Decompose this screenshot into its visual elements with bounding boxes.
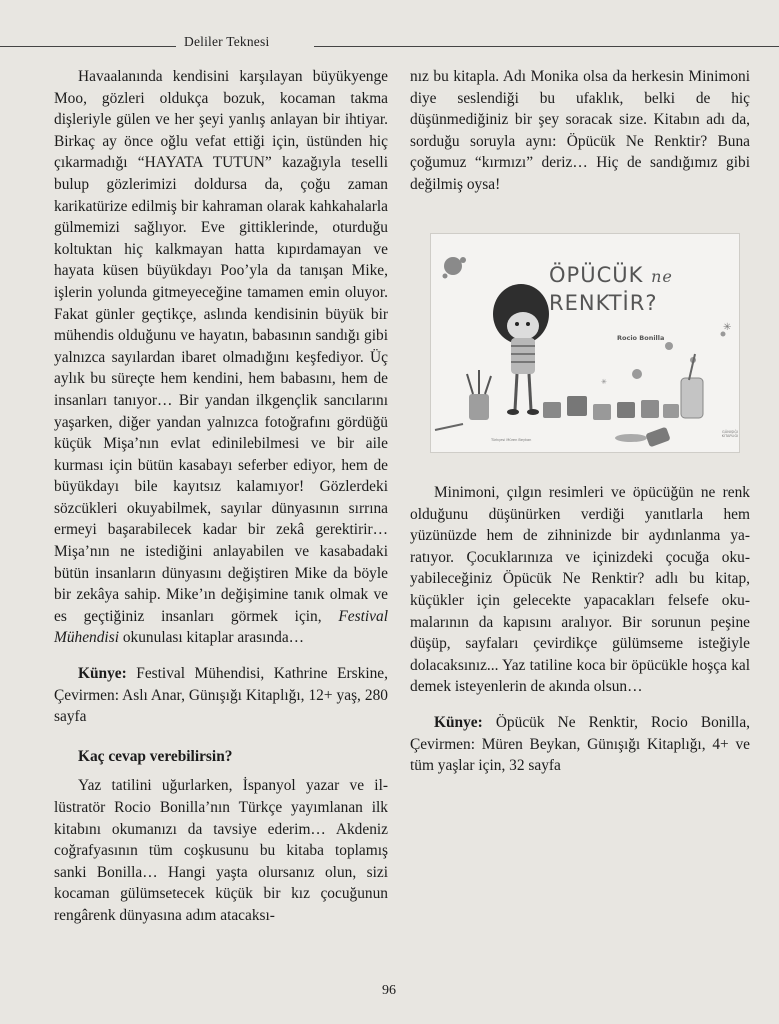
running-header-title: Deliler Teknesi [184, 34, 270, 49]
right-column-bottom [410, 482, 750, 777]
girl-eye [515, 322, 519, 326]
paint-splash [443, 274, 448, 279]
cover-title-ne: ne [651, 267, 673, 286]
book-title-italic: Festival Mühendisi [54, 607, 388, 647]
cover-title-line-1: ÖPÜCÜK [549, 263, 644, 287]
cover-title [549, 262, 673, 317]
cover-author: Rocio Bonilla [617, 334, 665, 342]
right-paragraph-2: Minimoni, çılgın resimleri ve öpücüğün ne renk olduğunu düşünürken verdiği yanıtlarla hem yüzünüzde hem de zihninizde bir aydınlanma yaratıyor. Çocuklarınıza ve içinizdeki çocuğa okuyabileceğiniz Öpücük Ne Renktir? adlı bu kitap, küçükler için gelecekte yapacakları felsefe okumalarının da kapısını aralıyor. Bir sorunun peşine düşüp, sayfaları çevirdikçe gülümseme isteğiyle dolacaksınız... Yaz tatiline koca bir öpücükle hoşça kal demek isteyenlerin de akında olsun… [410, 484, 750, 696]
right-column-top [410, 66, 750, 196]
sparkle: ✳ [601, 378, 607, 386]
brush [485, 376, 491, 394]
page-number: 96 [382, 983, 396, 998]
paint-splash [444, 257, 462, 275]
left-paragraph-1-text: Havaalanında kendisini karşılayan büyükyenge Moo, gözleri oldukça bozuk, kocaman takma dişleriyle gülen ve her şeyi yanlış anlayan bir ihtiyar. Birkaç ay önce oğlu vefat ettiği için, üstünden hiç çıkarmadığı “HAYATA TUTUN” kazağıyla teselli bulup gözlerimizi doldursa da, çoğu zaman karikatürize edilmiş bir kahraman olarak kahkahalarla gülmemizi sağlıyor. Eve gittiklerinde, oturduğu koltuktan hiç kalkmayan hatta kıpırdamayan ve hayata küsen büyükdayı Poo’yla da tanışan Mike, işlerin yolunda gitmeyeceğine tamamen emin oluyor. Fakat günler geçtikçe, aslında kendisinin büyük bir mühendis olduğunu ve hayatın, babasının sandığı gibi yalnızca sayılardan ibaret olmadığını keşfediyor. Üç aylık bu süreçte hem kendini, hem babasını, hem de insanları tanıyor… Bir yandan ilkgençlik sancılarını yaşarken, diğer yandan yalnızca fotoğrafını gördüğü küçük Mişa’nın evlat edinilebilmesi ve bir aile kurması için bütün kasabayı seferber ediyor, hem de büyükdayı bile kayıtsız kalamıyor! Gözlerdeki sözcükleri okuyabilmek, sayılar dünyasının sırrına ermeyi başarabilecek kadar bir zekâ gerektirir… Mişa’nın ne istediğini anlayabilen ve kasabadaki bütün insanların dünyasını değiştiren Mike da böyle bir zekâya sahip. Mike’ın değişimine tanık olmak ve es geçtiğiniz insanları görmek için, [54, 68, 388, 625]
girl-face [507, 312, 539, 340]
header-rule-left [0, 46, 176, 47]
girl-eye [526, 322, 530, 326]
section-heading: Kaç cevap verebilirsin? [78, 747, 233, 765]
paint-pot [617, 402, 635, 418]
cover-publisher-logo: GÜNIŞIĞI KİTAPLIĞI [721, 430, 739, 438]
brush-jar [469, 394, 489, 420]
girl-shoe [507, 409, 519, 415]
paint-pot [641, 400, 659, 418]
spilled-paint [615, 434, 647, 442]
left-paragraph-1-end: okunulası kitaplar arasında… [122, 629, 305, 647]
sparkle: ✳ [723, 322, 732, 333]
paint-splash [460, 257, 466, 263]
paint-pot [567, 396, 587, 416]
right-paragraph-1: nız bu kitapla. Adı Monika olsa da herkesin Minimoni diye seslendiği bu ufaklık, belki de hiç düşünmediğiniz bir şey soracak size. Kitabın adı da, sorduğu soruyla aynı: Öpücük Ne Renktir? Buna çoğumuz “kırmızı” deriz… Hiç de sandığımız gibi değilmiş oysa! [410, 68, 750, 193]
girl-leg [529, 374, 531, 410]
cover-translator: Türkçesi Müren Beykan [491, 438, 532, 442]
right-kunye-label: Künye: [434, 713, 483, 731]
brush [467, 374, 473, 394]
header-rule-right [314, 46, 779, 47]
left-kunye-label: Künye: [78, 665, 127, 683]
paint-pot [663, 404, 679, 418]
book-cover-image [430, 233, 740, 453]
left-paragraph-2: Yaz tatilini uğurlarken, İspanyol yazar ve illüstratör Rocio Bonilla’nın Türkçe yayımlanan ilk kitabını okumanızı da tavsiye ederim… Akdeniz coğrafyasının tüm coşkusunu bu kitaba toplamış sanki Bonilla… Hangi yaşta olursanız olun, sizi kocaman gülümsetecek küçük bir kız çocuğunun rengârenk dünyasına adım atacaksı- [54, 777, 388, 924]
tipped-pot [645, 427, 670, 448]
right-kunye [410, 712, 750, 777]
paint-splash [665, 342, 673, 350]
water-jar [681, 378, 703, 418]
girl-shoe [527, 409, 539, 415]
left-kunye [54, 663, 388, 728]
girl-body [511, 338, 535, 374]
paint-splash [632, 369, 642, 379]
left-kunye-text: Festival Mühendisi, Kathrine Erskine, Çevirmen: Aslı Anar, Günışığı Kitaplığı, 12+ yaş, 280 sayfa [54, 665, 388, 726]
paint-pot [593, 404, 611, 420]
left-paragraph-1 [54, 66, 388, 649]
girl-leg [515, 374, 517, 410]
right-kunye-text: Öpücük Ne Renktir, Rocio Bonilla, Çevirmen: Müren Beykan, Günışığı Kitaplığı, 4+ ve tüm yaşlar için, 32 sayfa [410, 713, 750, 775]
brush-on-floor [435, 424, 463, 430]
paint-pot [543, 402, 561, 418]
left-column [54, 66, 388, 927]
cover-title-line-2: RENKTİR? [549, 291, 658, 315]
